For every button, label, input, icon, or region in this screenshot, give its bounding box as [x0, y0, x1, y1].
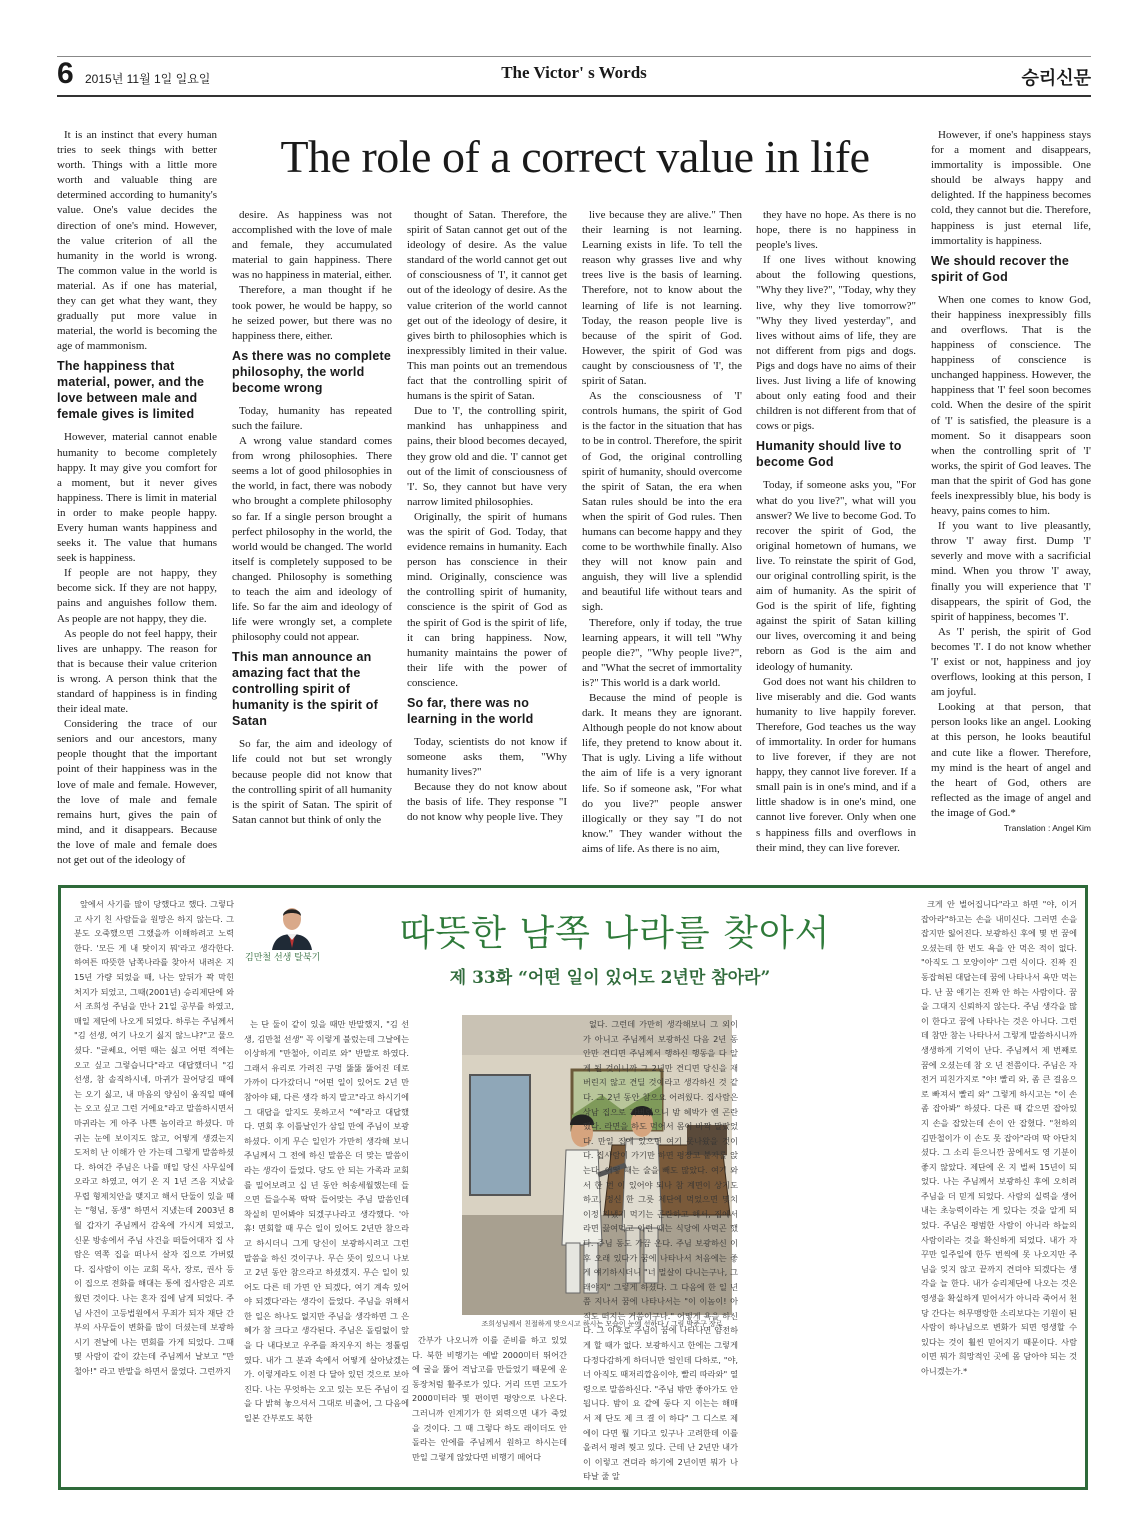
paragraph: A wrong value standard comes from wrong philosophies. There seems a lot of good philosophies in the world, in fact, there was nobody who brought a complete philosophy so far. If a single person brought a perfect philosophy in the world, the world would be changed. The world itself is completely supposed to be changed. Philosophy is something to teach the aim and ideology of life. So far the aim and ideology of life were wrongly set, a complete philosophy could not appear.: [232, 435, 392, 644]
paragraph: However, material cannot enable humanity to become completely happy. It may give you comfort for a moment, but it never gives happiness. There is limit in material in order to make people happy. Every human wants happiness and seeks it. The value that humans seek is happiness.: [57, 431, 217, 565]
korean-column-5: [921, 897, 1077, 1379]
paragraph: Today, if someone asks you, "For what do you live?", what will you answer? We live to become God. To recover the spirit of God, the original hometown of humans, we live. To reinstate the spirit of God, our original controlling spirit, is the aim of humanity. As the spirit of God is the spirit of life, fighting against the spirit of Satan killing our lives, overcoming it and being reborn as God is the aim and ideology of humanity.: [756, 479, 916, 673]
paragraph: 는 단 둘이 같이 있을 때만 반말했지, "김 선생, 김만철 선생" 꼭 이렇게 불렀는데 그날에는 이상하게 "만철아, 이리로 와" 반말로 하였다. 그래서 유리로 가려진 구멍 뚫뚫 뚫어진 데로 가까이 다가갔더니 "어떤 일이 있어도 2년 만 참아야 돼, 다른 생각 하지 말고"라고 하시기에 그 대답을 알지도 못하고서 "예"라고 대답했다. 면회 후 이틀날인가 삼일 만에 주님이 보광하셨다. 이게 무슨 일인가 가만히 생각해 보니 주님께서 그 전에 하신 말씀은 더 맞는 말씀이라는 생각이 들었다. 당도 안 되는 가족과 교회를 밀어보려고 십 년 동안 허송세월했는데 들으면 들을수록 딱딱 들어맞는 주님 말씀인데 착실히 믿어봐야 되겠구나라고 생각했다. '아휴! 면회할 때 무슨 일이 있어도 2년만 참으라고 하시더니 그게 당신이 보광하시려고 그런 말씀을 하신 것이구나. 무슨 뜻이 있으니 나보고 2년 동안 참으라고 하셨겠지. 무슨 일이 있어도 다른 데 가면 안 되겠다, 여기 계속 있어야 되겠다'라는 생각이 들었다. 주님을 위해서 한 일은 하나도 없지만 주님을 생각하면 그 은혜가 참 크다고 생각된다. 주님은 돌림없이 앞을 다 내다보고 우주를 좌지우지 하는 정툴림였다. 내가 그 분과 속에서 어떻게 살아났겠는가. 이렇게라도 이전 다 달아 있던 것으로 보아진다. 나는 무엇하는 오고 있는 모든 주님이 길을 다 밝혀 놓으셔서 그대로 비출어, 그 다음에 일본 간부로도 복한: [244, 1019, 409, 1424]
masthead: 승리신문: [1021, 68, 1091, 88]
korean-box-bottom-bar: [58, 1487, 1088, 1490]
article-column-3: [407, 208, 567, 826]
korean-column-4: [583, 1017, 738, 1484]
paragraph: Originally, the spirit of humans was the spirit of God. Today, that evidence remains in humanity. Each person has conscience in their mind. Originally, conscience was the controlling spirit of humanity, conscience is the spirit of God as the spirit of God is the spirit of life, it can bring happiness. Now, humanity maintains the power of their life with the power of conscience.: [407, 510, 567, 689]
paragraph: Because the mind of people is dark. It means they are ignorant. Although people do not know about life, they pretend to know about it. That is ugly. Living a life without the aim of life is a very ignorant life. So if someone ask, "For what do you live?" people answer illogically or they say "I do not know." They wander without the aims of life. As there is no aim,: [582, 692, 742, 855]
article-column-5: [756, 208, 916, 856]
paragraph: desire. As happiness was not accomplished with the love of male and female, they accumulated material to gain happiness. There was no happiness in material, either.: [232, 209, 392, 282]
subheading: The happiness that material, power, and the love between male and female gives is limited: [57, 359, 205, 422]
paragraph: If you want to live pleasantly, throw 'I' away first. Dump 'I' severly and move with a sacrificial mind. When you throw 'I' away, finally you will experience that 'I' disappears, the spirit of God, the spirit of happiness, becomes 'I'.: [931, 520, 1091, 623]
paragraph: If one lives without knowing about the following questions, "Why they live?", "Today, why they live, why they live tomorrow?" "Why they lived yesterday", and lives without aims of life, they are not different from pigs and dogs. Pigs and dogs have no aims of their lives. Just living a life of knowing about only eating food and their children is not different from that of cows or pigs.: [756, 254, 916, 433]
paragraph: Therefore, a man thought if he took power, he would be happy, so he seized power, but there was no happiness there, either.: [232, 284, 392, 342]
author-photo: [270, 902, 314, 950]
article-column-6: [931, 128, 1091, 833]
paragraph: As 'I' perish, the spirit of God becomes 'I'. I do not know whether 'I' exist or not, happiness and joy overflows, looking at this person, I am joyful.: [931, 625, 1091, 699]
illustration-caption: 조희성님께서 친절하게 맞으시고 하시는 모습이 눈에 선하다 / 그림 박준구 장로: [481, 1320, 723, 1328]
paragraph: Therefore, only if today, the true learning appears, it will tell "Why people die?", "Why people live?", and "What the secret of immortality is?" This world is a dark world.: [582, 616, 742, 689]
page-number: 6: [57, 57, 74, 90]
page-header: [57, 55, 1091, 95]
translation-credit: Translation : Angel Kim: [1003, 823, 1091, 834]
paragraph: It is an instinct that every human tries to seek things with better worth. Things with a little more worth and valuable thing are determined according to humanity's value. One's value decides the direction of one's mind. However, the value criterion of all the humanity in the world is wrong. The common value in the world is material. As if one has material, they can get what they want, they gradually put more value in material, the world is becoming the age of mammonism.: [57, 129, 217, 353]
paragraph: live because they are alive." Then their learning is not learning. Learning exists in life. To tell the reason why grasses live and why trees live is the basis of learning. Therefore, not to know about the learning of life is not learning. Today, the reason people live is because of the spirit of God. However, the spirit of God was caught by consciousness of 'I', the spirit of Satan.: [582, 209, 742, 388]
author-byline: 김만철 선생 탈북기: [245, 953, 321, 963]
korean-title: 따뜻한 남쪽 나라를 찾아서: [399, 913, 831, 954]
paragraph: thought of Satan. Therefore, the spirit of Satan cannot get out of the ideology of desire. As the value standard of the world cannot get out of consciousness of 'I', it cannot get out of the ideology of desire. As the value criterion of the world cannot get out of the ideology of desire, it gives birth to philosophies which is inexpressibly limited in their value. This man points out an tremendous fact that the controlling spirit of humans is the spirit of Satan.: [407, 209, 567, 403]
paragraph: 없다. 그런데 가만히 생각해보니 그 외이가 아니고 주님께서 보광하신 다음 2년 동안만 견디면 주님께서 행하신 행동을 다 알게 될 것이니까 그 2년만 견디면 당신을 재버린지 않고 견딜 것이라고 생각하신 것 같다. 그 2년 동안 참으요 어려웠다. 집사람은 상남 집으로 가버렸으니 밤 혜박가 엔 곤란했다. 라면을 하도 먹어서 몸이 바짝 말랐었다. 만일 집에 있으면 여기 못나왔을 것이다. 집사람이 가기만 하면 평장고 붙자를 앉는다. 어떻 때는 술을 빼도 많았다. 여기 와서 한 번 이 있어야 되나 참 계면이 상기도 하고, 정신 한 그릇 제단에 먹었으면 몇치 이정 지냈기 먹기는 곤란하고 해서, 집에서 라면 끓여먹고 이런 때는 식당에 사먹곤 했다. 주님 동도 가끔 온다. 주님 보광하신 이후 오래 있다가 꿈에 나타나서 처음에는 좋게 얘기하시더니 "너 멀살이 다니는구나, 그래야지" 그렇게 하셨다. 그 다음에 한 일 년쯤 지나서 꿈에 나타나서는 "이 이놈이! 아직도 떠지는 거씀이구나." 어떻게 욕을 하신다. 그 이후로 주님이 꿈에 나타나면 얌전하게 할 때가 없다. 보광하시고 한에는 그렇게 다정다감하게 하더니만 얼인데 다하로, "야, 너 아직도 때저리깝음이야, 빨리 따라와" 열령으로 말씀하신다. "주님 밖만 좋아가도 안 됩니다. 밤이 요 같에 둥다 지 이는는 해매서 제 단도 제 크 결 이 하다" 그 디스로 제 에이 다면 뭘 기다고 있구나 고려한데 이를 올려서 평려 뭣고 있다. 근데 난 2년만 내가 이 이렇고 견뎌라 하기에 2년이면 뭐가 나타날 줄 알: [583, 1019, 738, 1482]
header-bottom-rule: [57, 95, 1091, 97]
subheading: Humanity should live to become God: [756, 439, 902, 470]
article-column-2: [232, 208, 392, 828]
paragraph: 앞에서 사기를 많이 당했다고 했다. 그렇다고 사기 친 사람들을 원망은 하지 않는다. 그분도 오죽했으면 그랬을까 이해하려고 노력한다. '모든 게 내 탓이지 뭐'라고 생각한다. 하여튼 따뜻한 남쪽나라를 찾아서 내려온 지 15년 가량 되었을 때, 나는 앞뒤가 꽉 막힌 처지가 되었고, 그때(2001년) 승리제단에 와서 조희성 주님을 만나 21일 공부를 하였고, 매일 제단에 나오게 되었다. 하루는 주님께서 "김 선생, 여기 나오기 싫지 않느냐?"고 물으셨다. "글쎄요, 어떤 때는 싫고 어떤 적에는 오고 싶고 그렇습니다"라고 대답했더니 "김 선생, 참 솔직하시네, 마귀가 끌어당길 때에는 오기 싫고, 내 마음의 양심이 움직일 때에는 오고 싶고 그런 거에요"라고 말씀하시면서 마귀라는 게 아주 나쁜 놈이라고 하셨다. 마귀는 눈에 보이지도 않고, 어떻게 생겼는지 도저히 난 이해가 안 가는데 그렇게 말씀하셨다. 하여간 주님은 나를 매일 당신 사무실에 오라고 하였고, 여기 온 지 1년 즈음 지났을 무렵 형제치안을 맺지고 해서 단둘이 있을 때는 "형님, 동생" 하면서 지냈는데 2003년 8월 갑자기 주님께서 감옥에 가시게 되었고, 신문 방송에서 주님 사건을 떠들어대자 집 사람은 역쪽 집을 떠나서 살자 집으로 가버렸다. 집사람이 이는 교회 목사, 장로, 권사 등이 집으로 전화를 해대는 통에 집사람은 괴로웠던 것이다. 나는 혼자 집에 남게 되었다. 주님 사건이 고등법원에서 무죄가 되자 재단 간부의 사무들이 변화를 많이 더셨는데 보광하시기 전날에 나는 면회를 가게 되었다. 그때 몇 사람이 같이 갔는데 주님께서 날보고 "만철아!" 라고 반말을 하면서 물었다. 그런까지: [74, 899, 234, 1376]
korean-column-1: [74, 897, 234, 1379]
paragraph: Due to 'I', the controlling spirit, mankind has unhappiness and pains, their blood becomes decayed, they grow old and die. 'I' cannot get out of the limit of consciousness of 'I'. So, they cannot but have very narrow limited philosophies.: [407, 405, 567, 508]
article-column-4: [582, 208, 742, 857]
korean-column-3: [412, 1333, 567, 1464]
issue-date: 2015년 11월 1일 일요일: [85, 72, 211, 86]
paragraph: 크게 안 벌어집니다"라고 하면 "야, 이거 잡아라"하고는 손을 내미신다. 그러면 손을 잡지만 잃어진다. 보광하신 후에 몇 번 꿈에 오셨는데 한 번도 욕을 안 먹은 적이 없다. "아직도 그 모양이야" 그런 식이다. 진짜 진동잡혀된 대답는데 꿈에 나타나서 욕만 먹는다. 난 꿈 얘기는 진짜 안 하는 사람이다. 꿈을 그대지 신뢰하지 않는다. 주님 생각을 많이 한다고 꿈에 나타나는 것은 아니다. 그런데 참만 참는 나타나서 그렇게 말씀하시니까 생생하게 기억이 난다. 주님께서 제 번째로 꿈에 오셨는데 참 오 년 전쯤이다. 주님은 자전거 피친가지로 "야! 빨리 와, 좀 큰 걸음으로 빠져서 빨리 와" 그렇게 하시고는 "이 손 좀 잡아봐" 하셨다. 다른 때 같으면 잡아있지 손을 잡았는데 손이 안 잡혔다. "천하의 김만철이가 이 손도 못 잡아"라며 딱 아단치셨다. 그 소리 듣으니깐 꿈에서도 영 기분이 좋지 않았다. 제단에 온 지 벌써 15년이 되었다. 나는 주님께서 보광하신 후에 오히려 주님을 더 믿게 되었다. 사람의 실력을 생어내는 초능력이라는 게 있다는 것을 알게 되었다. 주님은 평범한 사람이 아니라 하늘의 사람이라는 것을 확신하게 되었다. 내가 자꾸만 일주일에 한두 번씩에 못 나오지만 주님을 잊지 않고 끝까지 견뎌야 되겠다는 생각을 늘 한다. 내가 승리제단에 나오는 것은 영생을 확실하게 믿어서가 아니라 죽어서 천당 간다는 허무맹랑한 소리보다는 기원이 된 사람이 하나님으로 변화가 되면 영생할 수 있다는 것이 훨씬 믿어지기 때문이다. 사람이면 뭐가 희망적인 곳에 몸 담아야 되는 것 아니겠는가.*: [921, 899, 1077, 1376]
section-title: The Victor' s Words: [501, 63, 647, 82]
korean-subtitle: 제 33화 “어떤 일이 있어도 2년만 참아라”: [449, 968, 771, 988]
paragraph: Today, scientists do not know if someone asks them, "Why humanity lives?": [407, 736, 567, 779]
paragraph: Because they do not know about the basis of life. They response "I do not know why people live. They: [407, 781, 567, 824]
article-column-1: [57, 128, 217, 868]
paragraph: So far, the aim and ideology of life could not but set wrongly because people did not know that the controlling spirit of all humanity is the spirit of Satan. The spirit of Satan cannot but think of only the: [232, 738, 392, 826]
paragraph: If people are not happy, they become sick. If they are not happy, pains and anguishes follow them. As people are not happy, they die.: [57, 567, 217, 625]
paragraph: Today, humanity has repeated such the failure.: [232, 404, 392, 432]
paragraph: 간부가 나오니까 이를 준비를 하고 있었다. 북한 비행기는 예발 2000미터 뛰어간에 굴을 뚫어 격납고를 만들었기 때문에 운동장처럼 활주로가 있다. 거리 뜨면 고도가 2000미터라 몇 편이면 평양으로 나온다. 그러니까 인계기가 한 외력으면 내가 죽었을 것이다. 그 때 그렇다 하도 래이더도 안 돌라는 안에를 주님께서 원하고 하시는데 만일 그렇게 않았다면 비행기 떼어다: [412, 1335, 567, 1462]
subheading: We should recover the spirit of God: [931, 253, 1070, 284]
subheading: So far, there was no learning in the world: [407, 696, 534, 726]
paragraph: However, if one's happiness stays for a moment and disappears, immortality is impossible. One should be always happy and delighted. If the happiness becomes cold, they cannot but die. Therefore, happiness is just eternal life, immortality is happiness.: [931, 129, 1091, 247]
paragraph: When one comes to know God, their happiness inexpressibly fills and overflows. That is the happiness of conscience. The happiness of conscience is unchanged happiness. However, the happiness that 'I' feel soon becomes cold. When the desire of the spirit of 'I' is satisfied, the pleasure is a moment. So it disappears soon when the controlling sprit of 'I' works, the spirit of God leaves. The man that the spirit of God has gone feels inexpressibly blue, his body is heavy, pains comes to him.: [931, 293, 1091, 518]
korean-column-2: [244, 1017, 409, 1426]
paragraph: they have no hope. As there is no hope, there is no happiness in people's lives.: [756, 209, 916, 252]
paragraph: Considering the trace of our seniors and our ancestors, many people thought that the important point of their happiness was in the love of male and female. However, the love of male and female remains hurt, gives the pain of mind, and it disappears. Because the love of male and female does not get out of the ideology of: [57, 718, 217, 867]
paragraph: As people do not feel happy, their lives are unhappy. The reason for that is because their value criterion is wrong. A person think that the standard of happiness is in finding their ideal mate.: [57, 627, 217, 716]
subheading: This man announce an amazing fact that the controlling spirit of humanity is the spirit of Satan: [232, 650, 378, 729]
paragraph: Looking at that person, that person looks like an angel. Looking at this person, he looks beautiful and cute like a flower. Therefore, my mind is the heart of angel and the heart of God, others are reflected as the image of angel and the image of God.*: [931, 701, 1091, 819]
article-title: The role of a correct value in life: [280, 131, 870, 182]
paragraph: As the consciousness of 'I' controls humans, the spirit of God is the factor in the situation that has to be in control. Therefore, the spirit of God, the original controlling spirit of humanity, should overcome the spirit of Satan, the era when Satan rules should be into the era when the spirit of God rules. Then humans can become happy and they come to be worthwhile finally. Also they will not know pain and anguish, they will live a splendid and beautiful life without tears and sigh.: [582, 390, 742, 614]
paragraph: God does not want his children to live miserably and die. God wants humanity to live happily forever. Therefore, God teaches us the way of immortality. In order for humans to live forever, if they are not happy, they cannot live forever. If a small pain is in one's mind, and if a little shadow is in one's mind, one cannot live forever. Only when one s happiness fills and overflows in their mind, they can live forever.: [756, 675, 916, 854]
subheading: As there was no complete philosophy, the world become wrong: [232, 348, 392, 395]
